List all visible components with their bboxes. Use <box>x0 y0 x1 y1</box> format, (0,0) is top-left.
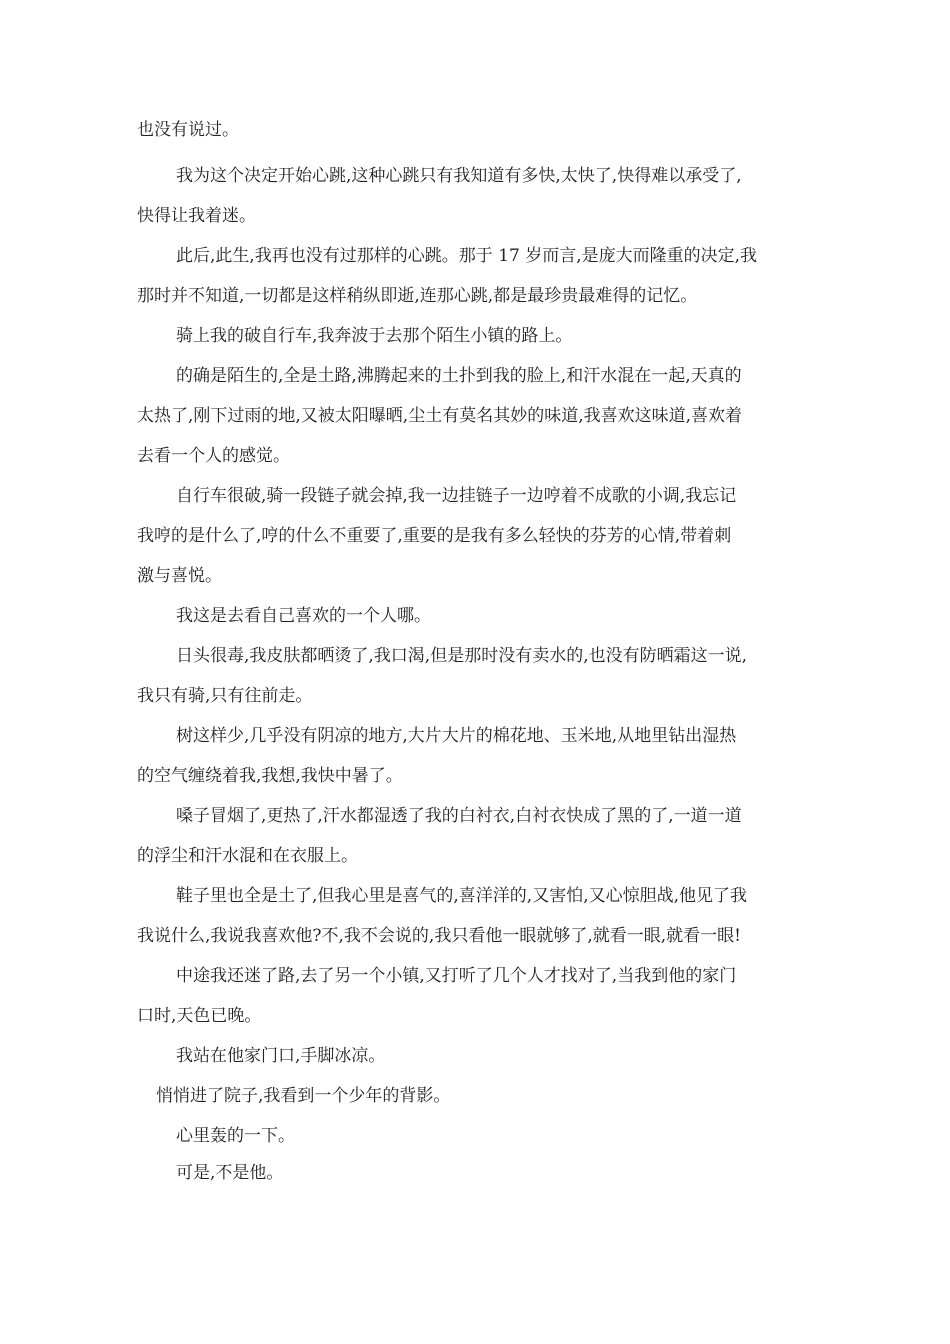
text-line: 骑上我的破自行车,我奔波于去那个陌生小镇的路上。 <box>176 326 573 346</box>
text-line: 的确是陌生的,全是土路,沸腾起来的土扑到我的脸上,和汗水混在一起,天真的 <box>176 366 742 386</box>
text-line: 快得让我着迷。 <box>137 206 256 226</box>
text-line: 我只有骑,只有往前走。 <box>137 686 313 706</box>
text-line: 树这样少,几乎没有阴凉的地方,大片大片的棉花地、玉米地,从地里钻出湿热 <box>176 726 737 746</box>
text-line: 也没有说过。 <box>137 120 239 140</box>
text-line: 此后,此生,我再也没有过那样的心跳。那于 17 岁而言,是庞大而隆重的决定,我 <box>176 246 758 266</box>
text-line: 我站在他家门口,手脚冰凉。 <box>176 1046 386 1066</box>
text-line: 的浮尘和汗水混和在衣服上。 <box>137 846 358 866</box>
text-line: 激与喜悦。 <box>137 566 222 586</box>
text-line: 我哼的是什么了,哼的什么不重要了,重要的是我有多么轻快的芬芳的心情,带着刺 <box>137 526 732 546</box>
text-line: 口时,天色已晚。 <box>137 1006 262 1026</box>
text-line: 去看一个人的感觉。 <box>137 446 290 466</box>
text-line: 日头很毒,我皮肤都晒烫了,我口渴,但是那时没有卖水的,也没有防晒霜这一说, <box>176 646 748 666</box>
text-line: 我这是去看自己喜欢的一个人哪。 <box>176 606 431 626</box>
text-line: 鞋子里也全是土了,但我心里是喜气的,喜洋洋的,又害怕,又心惊胆战,他见了我 <box>176 886 748 906</box>
text-line: 我说什么,我说我喜欢他?不,我不会说的,我只看他一眼就够了,就看一眼,就看一眼! <box>137 926 741 946</box>
text-line: 中途我还迷了路,去了另一个小镇,又打听了几个人才找对了,当我到他的家门 <box>176 966 737 986</box>
text-line: 嗓子冒烟了,更热了,汗水都湿透了我的白衬衣,白衬衣快成了黑的了,一道一道 <box>176 806 742 826</box>
text-line: 那时并不知道,一切都是这样稍纵即逝,连那心跳,都是最珍贵最难得的记忆。 <box>137 286 698 306</box>
text-line: 的空气缠绕着我,我想,我快中暑了。 <box>137 766 403 786</box>
text-line: 可是,不是他。 <box>176 1163 284 1183</box>
text-line: 太热了,刚下过雨的地,又被太阳曝晒,尘土有莫名其妙的味道,我喜欢这味道,喜欢着 <box>137 406 743 426</box>
text-line: 心里轰的一下。 <box>176 1126 295 1146</box>
text-line: 悄悄进了院子,我看到一个少年的背影。 <box>156 1086 451 1106</box>
text-line: 自行车很破,骑一段链子就会掉,我一边挂链子一边哼着不成歌的小调,我忘记 <box>176 486 737 506</box>
text-line: 我为这个决定开始心跳,这种心跳只有我知道有多快,太快了,快得难以承受了, <box>176 166 742 186</box>
